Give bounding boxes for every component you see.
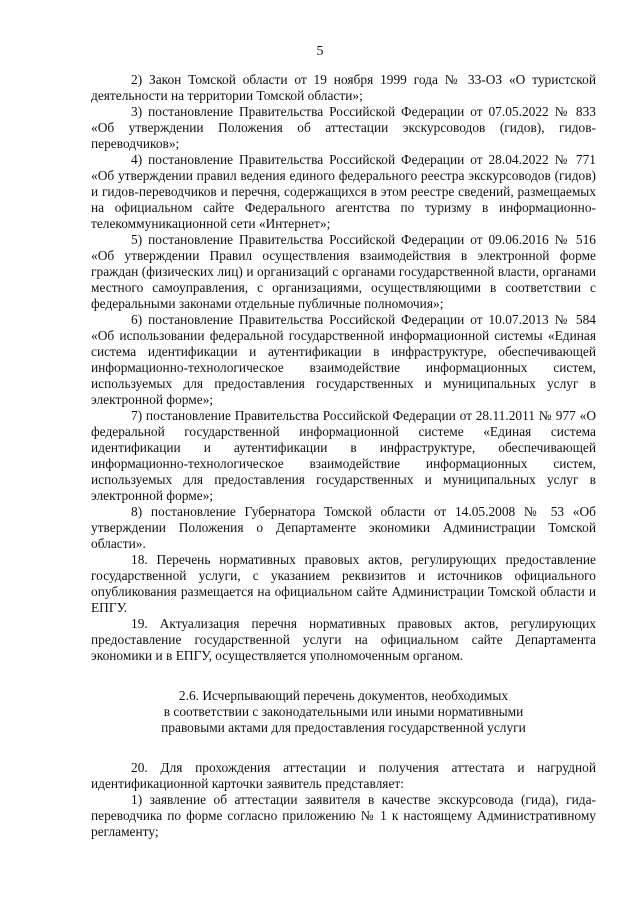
page-number: 5 [316, 44, 324, 59]
clause-20-item-1: 1) заявление об аттестации заявителя в качестве экскурсовода (гида), гида-переводчика по форме согласно приложению № 1 к настоящему Административному регламенту; [91, 792, 596, 839]
list-item-decree-8: 8) постановление Губернатора Томской области от 14.05.2008 № 53 «Об утверждении Положения о Департаменте экономики Администрации Томской области». [91, 504, 596, 551]
clause-20: 20. Для прохождения аттестации и получения аттестата и нагрудной идентификационной карточки заявитель представляет: [91, 760, 596, 791]
list-item-decree-4: 4) постановление Правительства Российской Федерации от 28.04.2022 № 771 «Об утверждении правил ведения единого федерального реестра экскурсоводов (гидов) и гидов-переводчиков и перечня, содержащихся в этом реестре сведений, размещаемых на официальном сайте Федерального агентства по туризму в информационно-телекоммуникационной сети «Интернет»; [91, 152, 596, 231]
list-item-law-2: 2) Закон Томской области от 19 ноября 1999 года № 33-ОЗ «О туристской деятельности на территории Томской области»; [91, 72, 596, 103]
section-heading-line-2: в соответствии с законодательными или иными нормативными [163, 704, 524, 719]
list-item-decree-6: 6) постановление Правительства Российской Федерации от 10.07.2013 № 584 «Об использовании федеральной государственной информационной системы «Единая система идентификации и аутентификации в инфраструктуре, обеспечивающей информационно-технологическое взаимодействие информационных систем, используемых для предоставления государственных и муниципальных услуг в электронной форме»; [91, 312, 596, 407]
list-item-decree-7: 7) постановление Правительства Российской Федерации от 28.11.2011 № 977 «О федеральной государственной информационной системе «Единая система идентификации и аутентификации в инфраструктуре, обеспечивающей информационно-технологическое взаимодействие информационных систем, используемых для предоставления государственных и муниципальных услуг в электронной форме»; [91, 408, 596, 503]
list-item-decree-3: 3) постановление Правительства Российской Федерации от 07.05.2022 № 833 «Об утверждении Положения об аттестации экскурсоводов (гидов), гидов-переводчиков»; [91, 104, 596, 151]
list-item-decree-5: 5) постановление Правительства Российской Федерации от 09.06.2016 № 516 «Об утверждении Правил осуществления взаимодействия в электронной форме граждан (физических лиц) и организаций с органами государственной власти, органами местного самоуправления, с организациями, осуществляющими в соответствии с федеральными законами отдельные публичные полномочия»; [91, 232, 596, 311]
document-body [91, 72, 596, 840]
section-heading-line-3: правовыми актами для предоставления государственной услуги [161, 720, 526, 735]
section-heading-2-6 [91, 688, 596, 736]
clause-19: 19. Актуализация перечня нормативных правовых актов, регулирующих предоставление государственной услуги на официальном сайте Департамента экономики и в ЕПГУ, осуществляется уполномоченным органом. [91, 616, 596, 663]
section-heading-line-1: 2.6. Исчерпывающий перечень документов, необходимых [178, 688, 509, 703]
clause-18: 18. Перечень нормативных правовых актов, регулирующих предоставление государственной услуги, с указанием реквизитов и источников официального опубликования размещается на официальном сайте Администрации Томской области и ЕПГУ. [91, 552, 596, 615]
